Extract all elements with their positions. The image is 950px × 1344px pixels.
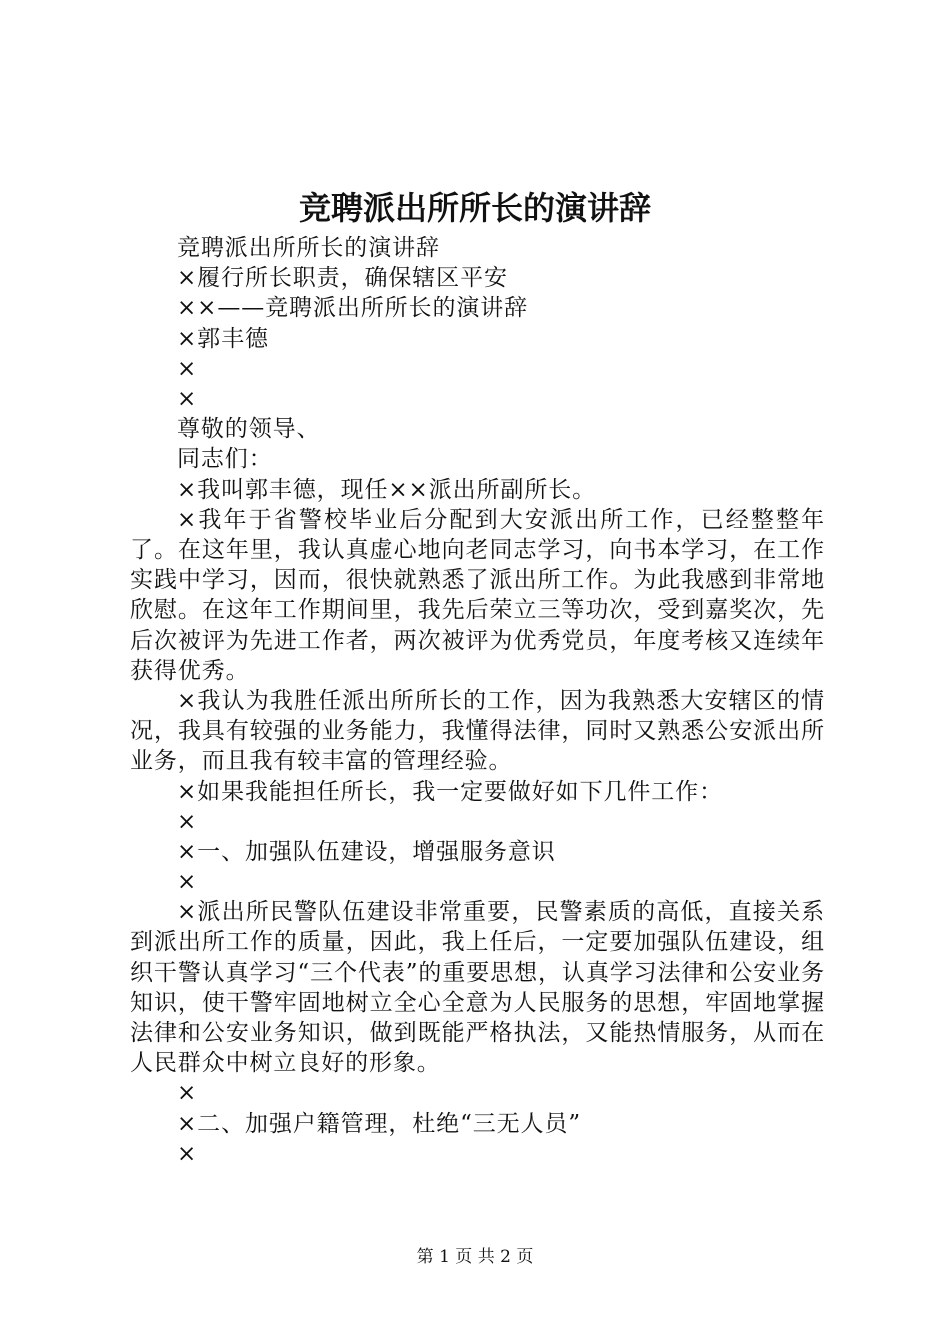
text-line: ×我叫郭丰德，现任××派出所副所长。 [177, 476, 597, 503]
text-line: 竞聘派出所所长的演讲辞 [177, 235, 440, 261]
text-line: ×履行所长职责，确保辖区平安 [177, 265, 508, 292]
page-number: 第 1 页 共 2 页 [416, 1247, 534, 1267]
text-line: × [177, 385, 198, 412]
salutation-line: 尊敬的领导、 [177, 416, 321, 443]
document-title: 竞聘派出所所长的演讲辞 [298, 189, 651, 227]
text-line: × [177, 1080, 198, 1107]
text-line: ××——竞聘派出所所长的演讲辞 [177, 295, 529, 322]
text-line: × [177, 808, 198, 835]
salutation-line: 同志们： [177, 446, 273, 473]
paragraph: ×我认为我胜任派出所所长的工作，因为我熟悉大安辖区的情况，我具有较强的业务能力，我懂得法律，同时又熟悉公安派出所业务，而且我有较丰富的管理经验。 [130, 687, 825, 775]
section-heading: ×一、加强队伍建设，增强服务意识 [177, 838, 556, 865]
text-line: × [177, 1140, 198, 1167]
text-line: × [177, 355, 198, 382]
text-line: ×如果我能担任所长，我一定要做好如下几件工作： [177, 778, 723, 805]
text-line: ×郭丰德 [177, 325, 269, 352]
paragraph: ×我年于省警校毕业后分配到大安派出所工作，已经整整年了。在这年里，我认真虚心地向老同志学习，向书本学习，在工作实践中学习，因而，很快就熟悉了派出所工作。为此我感到非常地欣慰。在这年工作期间里，我先后荣立三等功次，受到嘉奖次，先后次被评为先进工作者，两次被评为优秀党员，年度考核又连续年获得优秀。 [130, 506, 825, 684]
text-line: × [177, 869, 198, 896]
document-body [130, 233, 825, 1169]
section-heading: ×二、加强户籍管理，杜绝“三无人员” [177, 1110, 581, 1137]
paragraph: ×派出所民警队伍建设非常重要，民警素质的高低，直接关系到派出所工作的质量，因此，我上任后，一定要加强队伍建设，组织干警认真学习“三个代表”的重要思想，认真学习法律和公安业务知识，使干警牢固地树立全心全意为人民服务的思想，牢固地掌握法律和公安业务知识，做到既能严格执法，又能热情服务，从而在人民群众中树立良好的形象。 [130, 899, 825, 1077]
